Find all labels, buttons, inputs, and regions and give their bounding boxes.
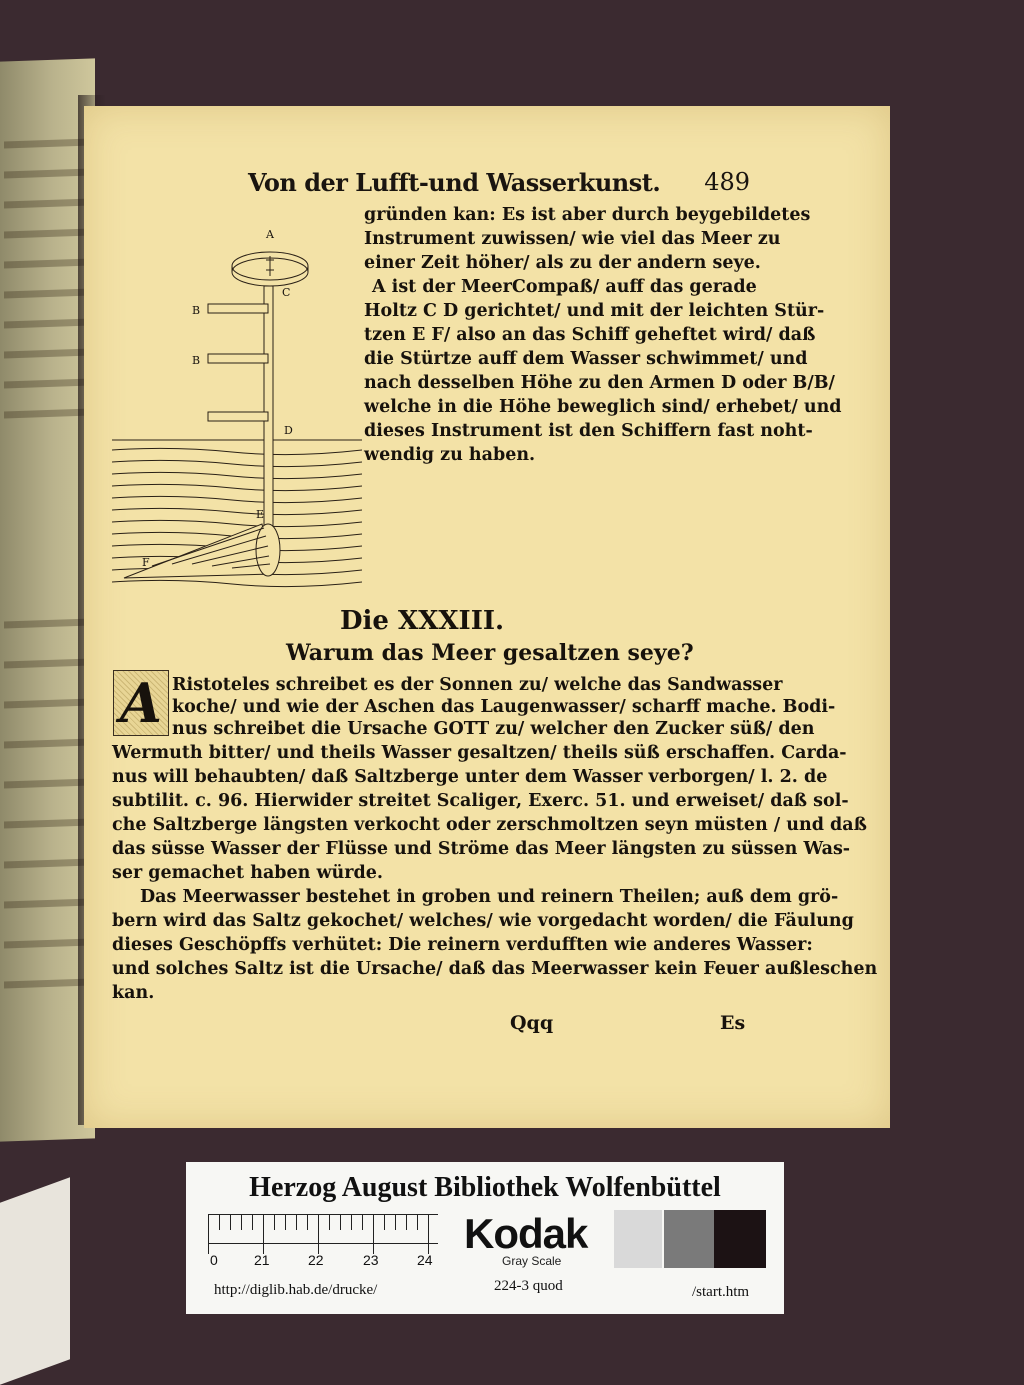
gray-swatch-light	[614, 1210, 662, 1268]
text-line: nus will behaubten/ daß Saltzberge unter dem Wasser verborgen/ l. 2. de	[112, 767, 828, 787]
ruler-number: 21	[254, 1252, 270, 1268]
shelfmark: 224-3 quod	[494, 1278, 563, 1294]
text-line: das süsse Wasser der Flüsse und Ströme das Meer längsten zu süssen Was-	[112, 839, 851, 859]
text-line: Instrument zuwissen/ wie viel das Meer zu	[364, 229, 781, 249]
institution-name: Herzog August Bibliothek Wolfenbüttel	[249, 1172, 721, 1203]
text-line: koche/ und wie der Aschen das Laugenwasser/ scharff mache. Bodi-	[172, 697, 836, 717]
catchword: Es	[720, 1012, 746, 1034]
gray-swatch-dark	[714, 1210, 766, 1268]
figure-label-d: D	[284, 424, 293, 437]
text-line: subtilit. c. 96. Hierwider streitet Scaliger, Exerc. 51. und erweiset/ daß sol-	[112, 791, 849, 811]
ruler-number: 24	[417, 1252, 433, 1268]
text-line: welche in die Höhe beweglich sind/ erhebet/ und	[364, 397, 842, 417]
figure-label-c: C	[282, 286, 291, 299]
initial-letter: A	[120, 671, 162, 735]
text-line: tzen E F/ also an das Schiff geheftet wird/ daß	[364, 325, 816, 345]
text-line: Wermuth bitter/ und theils Wasser gesaltzen/ theils süß erschaffen. Carda-	[112, 743, 847, 763]
scan-target-card	[186, 1162, 784, 1314]
text-line: dieses Instrument ist den Schiffern fast noht-	[364, 421, 813, 441]
gray-swatch-mid	[664, 1210, 714, 1268]
kodak-logo: Kodak	[464, 1210, 588, 1257]
text-line: gründen kan: Es ist aber durch beygebildetes	[364, 205, 811, 225]
text-line: Holtz C D gerichtet/ und mit der leichten Stür-	[364, 301, 825, 321]
url-left: http://diglib.hab.de/drucke/	[214, 1282, 378, 1298]
signature-mark: Qqq	[510, 1012, 554, 1034]
text-line: kan.	[112, 983, 155, 1003]
text-line: und solches Saltz ist die Ursache/ daß das Meerwasser kein Feuer außleschen	[112, 959, 878, 979]
ruler-number: 0	[210, 1252, 218, 1268]
decorated-initial	[113, 670, 169, 736]
figure-label-e: E	[256, 508, 265, 521]
figure-label-b1: B	[192, 304, 201, 317]
text-line: Das Meerwasser bestehet in groben und reinern Theilen; auß dem grö-	[140, 887, 839, 907]
figure-label-f: F	[142, 556, 150, 569]
text-line: einer Zeit höher/ als zu der andern seye.	[364, 253, 761, 273]
scale-ruler	[208, 1214, 446, 1268]
ruler-number: 23	[363, 1252, 379, 1268]
text-line: nach desselben Höhe zu den Armen D oder B/B/	[364, 373, 835, 393]
figure-label-b2: B	[192, 354, 201, 367]
text-line: die Stürtze auff dem Wasser schwimmet/ und	[364, 349, 808, 369]
text-line: ser gemachet haben würde.	[112, 863, 383, 883]
gray-scale-caption: Gray Scale	[502, 1254, 562, 1268]
running-head: Von der Lufft-und Wasserkunst.	[248, 168, 661, 197]
ruler-number: 22	[308, 1252, 324, 1268]
text-line: Ristoteles schreibet es der Sonnen zu/ welche das Sandwasser	[172, 675, 783, 695]
text-line: A ist der MeerCompaß/ auff das gerade	[372, 277, 757, 297]
page-number: 489	[704, 168, 750, 196]
text-line: wendig zu haben.	[364, 445, 536, 465]
figure-label-a: A	[266, 228, 274, 241]
url-right: /start.htm	[692, 1284, 750, 1300]
page-header	[248, 168, 758, 204]
text-line: bern wird das Saltz gekochet/ welches/ wie vorgedacht worden/ die Fäulung	[112, 911, 854, 931]
text-line: che Saltzberge längsten verkocht oder zerschmoltzen seyn müsten / und daß	[112, 815, 867, 835]
text-line: dieses Geschöpffs verhütet: Die reinern verdufften wie anderes Wasser:	[112, 935, 813, 955]
section-number: Die XXXIII.	[340, 606, 505, 636]
sea-compass-woodcut	[112, 228, 362, 596]
library-spine-label	[0, 1177, 70, 1384]
section-title: Warum das Meer gesaltzen seye?	[286, 640, 694, 666]
text-line: nus schreibet die Ursache GOTT zu/ welcher den Zucker süß/ den	[172, 719, 815, 739]
